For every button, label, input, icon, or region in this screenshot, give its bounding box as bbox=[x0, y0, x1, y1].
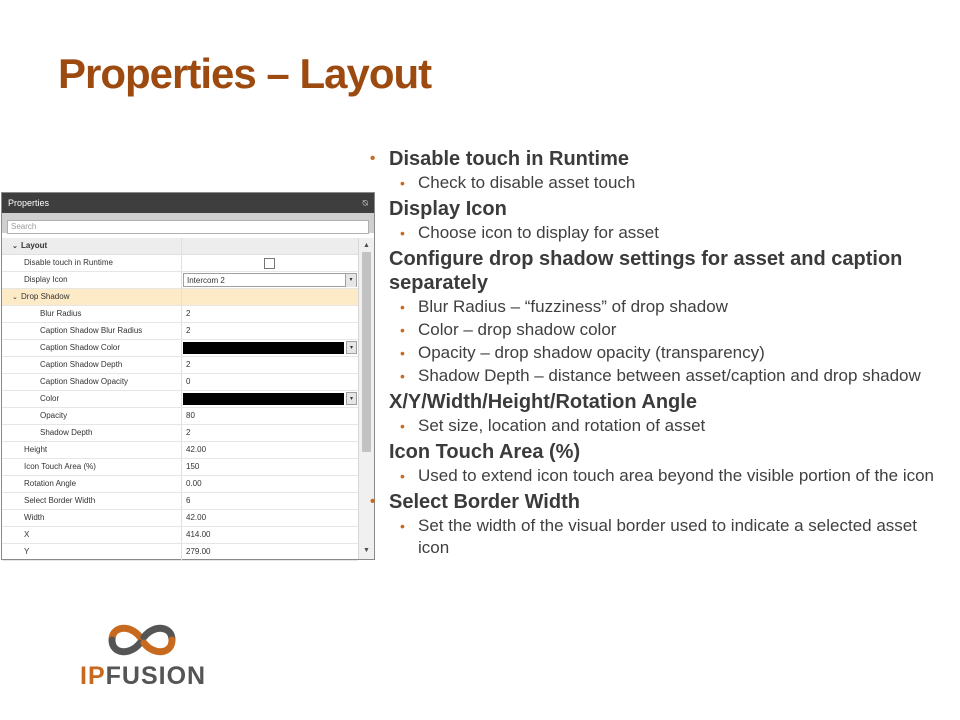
bullet-dot-icon: • bbox=[400, 468, 405, 484]
property-name bbox=[2, 374, 182, 390]
sub-bullet-text: Used to extend icon touch area beyond the visible portion of the icon bbox=[418, 466, 935, 485]
slide-title: Properties – Layout bbox=[58, 50, 432, 97]
bullet-dot-icon: • bbox=[370, 493, 376, 510]
property-row[interactable] bbox=[2, 408, 358, 425]
sub-bullet-item bbox=[370, 515, 940, 559]
property-value[interactable]: 42.00 bbox=[186, 445, 207, 454]
sub-bullet-text: Color – drop shadow color bbox=[418, 320, 617, 339]
property-row[interactable] bbox=[2, 289, 358, 306]
property-name-text: Caption Shadow Opacity bbox=[40, 377, 129, 386]
sub-bullet-item bbox=[370, 296, 940, 318]
property-name bbox=[2, 442, 182, 458]
property-name bbox=[2, 323, 182, 339]
property-value[interactable] bbox=[182, 255, 358, 271]
property-value bbox=[182, 238, 358, 254]
property-name-text: Rotation Angle bbox=[24, 479, 77, 488]
dropdown-arrow-icon[interactable]: ▾ bbox=[346, 392, 357, 405]
property-value[interactable]: 2 bbox=[186, 428, 191, 437]
property-name-text: Height bbox=[24, 445, 48, 454]
bullet-text: Display Icon bbox=[389, 198, 507, 220]
property-value[interactable]: 2 bbox=[186, 360, 191, 369]
bullet-dot-icon: • bbox=[400, 418, 405, 434]
property-name-text: Drop Shadow bbox=[21, 292, 70, 301]
property-name bbox=[2, 255, 182, 271]
property-value[interactable]: 42.00 bbox=[186, 513, 207, 522]
property-value[interactable]: 2 bbox=[186, 309, 191, 318]
property-value[interactable]: 80 bbox=[186, 411, 195, 420]
property-row[interactable] bbox=[2, 306, 358, 323]
bullet-item bbox=[370, 440, 940, 464]
bullet-text: X/Y/Width/Height/Rotation Angle bbox=[389, 391, 697, 413]
search-bar bbox=[2, 213, 374, 233]
property-name bbox=[2, 493, 182, 509]
sub-bullet-text: Blur Radius – “fuzziness” of drop shadow bbox=[418, 297, 728, 316]
property-row[interactable] bbox=[2, 442, 358, 459]
sub-bullet-item bbox=[370, 222, 940, 244]
property-grid bbox=[2, 238, 358, 559]
property-name bbox=[2, 306, 182, 322]
sub-bullet-item bbox=[370, 342, 940, 364]
property-name-text: Icon Touch Area (%) bbox=[24, 462, 96, 471]
property-row[interactable] bbox=[2, 357, 358, 374]
property-value[interactable]: 150 bbox=[186, 462, 200, 471]
sub-bullet-text: Check to disable asset touch bbox=[418, 173, 636, 192]
panel-header bbox=[2, 193, 374, 213]
property-name-text: Caption Shadow Color bbox=[40, 343, 121, 352]
property-name-text: Opacity bbox=[40, 411, 68, 420]
property-name-text: Display Icon bbox=[24, 275, 68, 284]
bullet-list bbox=[370, 144, 940, 559]
property-row[interactable] bbox=[2, 238, 358, 255]
property-row[interactable] bbox=[2, 425, 358, 442]
sub-bullet-text: Shadow Depth – distance between asset/caption and drop shadow bbox=[418, 366, 921, 385]
property-row[interactable] bbox=[2, 374, 358, 391]
property-name bbox=[2, 357, 182, 373]
property-row[interactable] bbox=[2, 544, 358, 561]
property-name bbox=[2, 476, 182, 492]
property-value[interactable] bbox=[182, 340, 358, 356]
property-row[interactable] bbox=[2, 493, 358, 510]
property-row[interactable] bbox=[2, 527, 358, 544]
property-value[interactable] bbox=[182, 391, 358, 407]
property-row[interactable] bbox=[2, 391, 358, 408]
panel-title: Properties bbox=[8, 198, 50, 208]
bullet-text: Configure drop shadow settings for asset and caption separately bbox=[389, 248, 903, 294]
property-value[interactable]: 0 bbox=[186, 377, 191, 386]
property-name-text: Width bbox=[24, 513, 45, 522]
bullet-dot-icon: • bbox=[400, 518, 405, 534]
bullet-text: Disable touch in Runtime bbox=[389, 148, 630, 170]
property-value[interactable] bbox=[182, 272, 358, 288]
ipfusion-logo bbox=[80, 620, 210, 690]
logo-wordmark: IPFUSION bbox=[80, 662, 207, 690]
property-name bbox=[2, 510, 182, 526]
property-name-text: Blur Radius bbox=[40, 309, 82, 318]
property-row[interactable] bbox=[2, 459, 358, 476]
dropdown-arrow-icon[interactable]: ▾ bbox=[346, 341, 357, 354]
property-name-text: Shadow Depth bbox=[40, 428, 93, 437]
property-value bbox=[182, 289, 358, 305]
bullet-item bbox=[370, 490, 940, 514]
property-row[interactable] bbox=[2, 476, 358, 493]
property-group-label bbox=[2, 238, 182, 254]
bullet-text: Select Border Width bbox=[389, 491, 580, 513]
property-value[interactable]: 0.00 bbox=[186, 479, 202, 488]
bullet-dot-icon: • bbox=[400, 368, 405, 384]
property-group-label bbox=[2, 289, 182, 305]
property-value[interactable]: 6 bbox=[186, 496, 191, 505]
property-name bbox=[2, 425, 182, 441]
property-name-text: Select Border Width bbox=[24, 496, 96, 505]
property-name bbox=[2, 527, 182, 543]
property-name-text: Caption Shadow Depth bbox=[40, 360, 123, 369]
bullet-dot-icon: • bbox=[400, 225, 405, 241]
display-icon-select[interactable]: Intercom 2 ▾ bbox=[183, 273, 357, 287]
property-name bbox=[2, 340, 182, 356]
property-name bbox=[2, 544, 182, 560]
bullet-dot-icon: • bbox=[400, 345, 405, 361]
property-row[interactable] bbox=[2, 255, 358, 272]
sub-bullet-item bbox=[370, 465, 940, 487]
property-row[interactable] bbox=[2, 510, 358, 527]
bullet-dot-icon: • bbox=[400, 299, 405, 315]
property-name-text: Caption Shadow Blur Radius bbox=[40, 326, 143, 335]
property-name bbox=[2, 459, 182, 475]
property-name-text: Layout bbox=[21, 241, 48, 250]
color-swatch[interactable] bbox=[183, 393, 344, 405]
scroll-down-icon[interactable]: ▼ bbox=[363, 547, 370, 554]
bullet-item bbox=[370, 390, 940, 414]
property-name bbox=[2, 391, 182, 407]
property-row[interactable] bbox=[2, 323, 358, 340]
checkbox[interactable] bbox=[264, 258, 275, 269]
property-row[interactable] bbox=[2, 340, 358, 357]
property-name bbox=[2, 272, 182, 288]
property-value[interactable]: 279.00 bbox=[186, 547, 211, 556]
sub-bullet-text: Set size, location and rotation of asset bbox=[418, 416, 706, 435]
sub-bullet-item bbox=[370, 415, 940, 437]
bullet-dot-icon: • bbox=[400, 175, 405, 191]
sub-bullet-text: Choose icon to display for asset bbox=[418, 223, 659, 242]
bullet-item bbox=[370, 147, 940, 171]
sub-bullet-item bbox=[370, 365, 940, 387]
property-name-text: Color bbox=[40, 394, 60, 403]
sub-bullet-text: Set the width of the visual border used to indicate a selected asset icon bbox=[418, 516, 917, 557]
bullet-dot-icon: • bbox=[400, 322, 405, 338]
color-swatch[interactable] bbox=[183, 342, 344, 354]
property-value[interactable]: 2 bbox=[186, 326, 191, 335]
property-name-text: Y bbox=[24, 547, 30, 556]
chevron-down-icon[interactable]: ⌄ bbox=[12, 294, 18, 301]
bullet-text: Icon Touch Area (%) bbox=[389, 441, 581, 463]
bullet-dot-icon: • bbox=[370, 150, 376, 167]
bullet-item bbox=[370, 197, 940, 221]
property-value[interactable]: 414.00 bbox=[186, 530, 211, 539]
property-name-text: Disable touch in Runtime bbox=[24, 258, 113, 267]
properties-panel bbox=[1, 192, 375, 560]
search-input[interactable] bbox=[7, 220, 369, 234]
pin-icon[interactable]: ⍉ bbox=[362, 198, 368, 208]
bullet-item bbox=[370, 247, 940, 295]
dropdown-arrow-icon[interactable]: ▾ bbox=[345, 274, 356, 287]
chevron-down-icon[interactable]: ⌄ bbox=[12, 243, 18, 250]
sub-bullet-item bbox=[370, 319, 940, 341]
sub-bullet-text: Opacity – drop shadow opacity (transparency) bbox=[418, 343, 765, 362]
scroll-up-icon[interactable]: ▲ bbox=[363, 242, 370, 249]
property-row[interactable] bbox=[2, 272, 358, 289]
property-name bbox=[2, 408, 182, 424]
property-name-text: X bbox=[24, 530, 30, 539]
logo-mark-icon bbox=[108, 620, 178, 660]
sub-bullet-item bbox=[370, 172, 940, 194]
